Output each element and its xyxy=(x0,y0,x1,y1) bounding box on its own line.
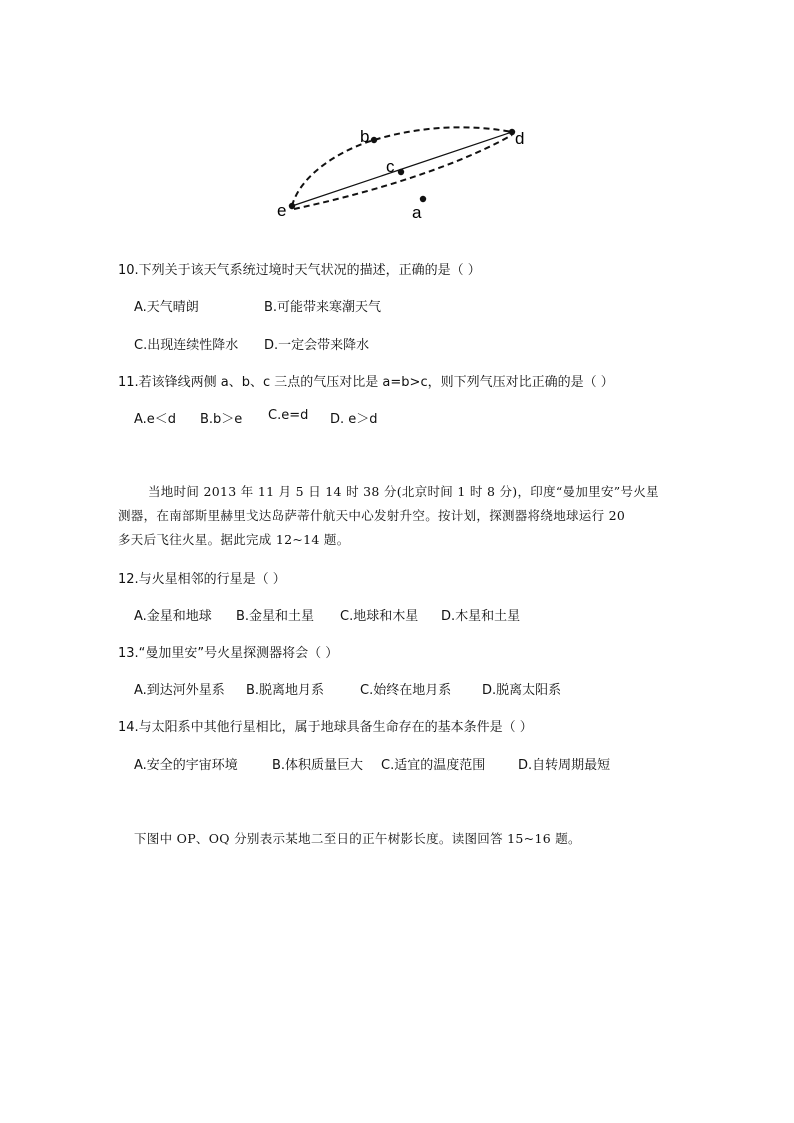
q10-option-d: D.一定会带来降水 xyxy=(264,338,370,353)
q13-option-c: C.始终在地月系 xyxy=(360,683,452,698)
q12-option-a: A.金星和地球 xyxy=(134,609,212,624)
question-13-stem: 13.“曼加里安”号火星探测器将会（ ） xyxy=(118,646,339,661)
passage-1-line-1: 当地时间 2013 年 11 月 5 日 14 时 38 分(北京时间 1 时 8 分)，印度“曼加里安”号火星 xyxy=(148,484,659,499)
point-e xyxy=(289,203,295,209)
label-b: b xyxy=(360,127,370,146)
q12-option-d: D.木星和土星 xyxy=(441,609,521,624)
passage-1-line-3: 多天后飞往火星。据此完成 12~14 题。 xyxy=(118,532,350,547)
q14-option-d: D.自转周期最短 xyxy=(518,758,611,773)
question-11-stem: 11.若该锋线两侧 a、b、c 三点的气压对比是 a=b>c，则下列气压对比正确的是（ ） xyxy=(118,375,614,390)
q11-option-a: A.e＜d xyxy=(134,412,177,427)
passage-2-line-1: 下图中 OP、OQ 分别表示某地二至日的正午树影长度。读图回答 15~16 题。 xyxy=(134,831,581,846)
q13-option-a: A.到达河外星系 xyxy=(134,683,225,698)
label-a: a xyxy=(412,203,422,222)
point-a xyxy=(420,196,426,202)
label-d: d xyxy=(515,129,525,148)
label-c: c xyxy=(386,157,395,176)
point-c xyxy=(398,169,404,175)
front-diagram xyxy=(0,0,794,240)
q10-option-b: B.可能带来寒潮天气 xyxy=(264,300,382,315)
question-14-stem: 14.与太阳系中其他行星相比，属于地球具备生命存在的基本条件是（ ） xyxy=(118,720,533,735)
q10-option-c: C.出现连续性降水 xyxy=(134,338,239,353)
q14-option-b: B.体积质量巨大 xyxy=(272,758,364,773)
q14-option-c: C.适宜的温度范围 xyxy=(381,758,486,773)
q11-option-c: C.e=d xyxy=(268,408,309,423)
q13-option-b: B.脱离地月系 xyxy=(246,683,325,698)
q13-option-d: D.脱离太阳系 xyxy=(482,683,562,698)
question-10-stem: 10.下列关于该天气系统过境时天气状况的描述，正确的是（ ） xyxy=(118,263,481,278)
passage-1-line-2: 测器，在南部斯里赫里戈达岛萨蒂什航天中心发射升空。按计划，探测器将绕地球运行 20 xyxy=(118,508,626,523)
point-b xyxy=(371,137,377,143)
q11-option-d: D. e＞d xyxy=(330,412,378,427)
q12-option-c: C.地球和木星 xyxy=(340,609,419,624)
question-12-stem: 12.与火星相邻的行星是（ ） xyxy=(118,572,286,587)
q12-option-b: B.金星和土星 xyxy=(236,609,315,624)
q14-option-a: A.安全的宇宙环境 xyxy=(134,758,238,773)
q11-option-b: B.b＞e xyxy=(200,412,243,427)
q10-option-a: A.天气晴朗 xyxy=(134,300,199,315)
front-dashed-upper xyxy=(292,127,512,206)
label-e: e xyxy=(277,201,287,220)
